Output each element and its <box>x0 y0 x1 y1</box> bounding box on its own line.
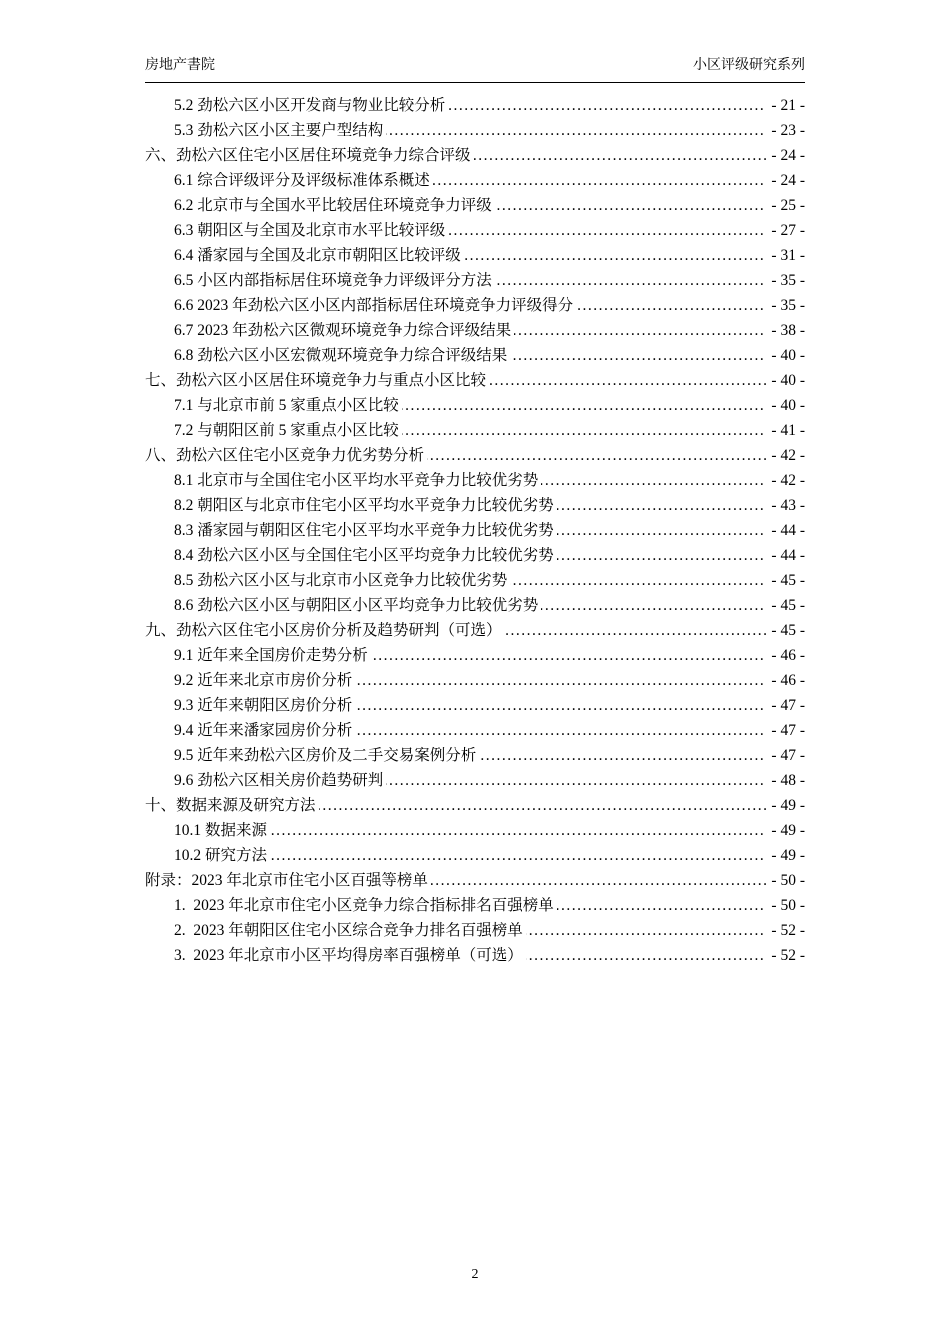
toc-entry-title: 1. 2023 年北京市住宅小区竞争力综合指标排名百强榜单 <box>174 897 557 914</box>
toc-entry-page: - 40 - <box>766 368 805 393</box>
toc-entry <box>174 168 805 193</box>
toc-entry-page: - 45 - <box>766 568 805 593</box>
toc-entry-page: - 49 - <box>766 818 805 843</box>
toc-entry <box>174 468 805 493</box>
toc-entry-page: - 46 - <box>766 668 805 693</box>
toc-entry-page: - 35 - <box>766 268 805 293</box>
toc-entry <box>174 568 805 593</box>
toc-entry <box>174 218 805 243</box>
toc-entry-title: 8.2 朝阳区与北京市住宅小区平均水平竞争力比较优劣势 <box>174 497 557 514</box>
toc-entry-page: - 42 - <box>766 443 805 468</box>
toc-entry-page: - 52 - <box>766 943 805 968</box>
toc-entry-title: 九、劲松六区住宅小区房价分析及趋势研判（可选） <box>145 622 505 639</box>
toc-entry-page: - 31 - <box>766 243 805 268</box>
toc-entry-page: - 44 - <box>766 518 805 543</box>
toc-entry-page: - 49 - <box>766 843 805 868</box>
toc-entry-page: - 41 - <box>766 418 805 443</box>
toc-entry-page: - 35 - <box>766 293 805 318</box>
toc-entry-title: 8.4 劲松六区小区与全国住宅小区平均竞争力比较优劣势 <box>174 547 557 564</box>
toc-entry-title: 6.4 潘家园与全国及北京市朝阳区比较评级 <box>174 247 464 264</box>
toc-entry-title: 6.5 小区内部指标居住环境竞争力评级评分方法 <box>174 272 495 289</box>
toc-entry <box>174 693 805 718</box>
toc-entry <box>174 93 805 118</box>
toc-entry-page: - 38 - <box>766 318 805 343</box>
toc-entry-title: 10.1 数据来源 <box>174 822 270 839</box>
toc-entry <box>174 118 805 143</box>
toc-entry-title: 6.7 2023 年劲松六区微观环境竞争力综合评级结果 <box>174 322 514 339</box>
toc-entry-page: - 40 - <box>766 393 805 418</box>
toc-entry <box>174 318 805 343</box>
toc-entry <box>174 893 805 918</box>
toc-entry-page: - 45 - <box>766 593 805 618</box>
toc-entry <box>174 743 805 768</box>
toc-entry-title: 10.2 研究方法 <box>174 847 270 864</box>
toc-entry <box>145 443 805 468</box>
toc-entry-page: - 21 - <box>766 93 805 118</box>
toc-entry-title: 八、劲松六区住宅小区竞争力优劣势分析 <box>145 447 427 464</box>
toc-entry-title: 5.2 劲松六区小区开发商与物业比较分析 <box>174 97 448 114</box>
toc-entry-title: 十、数据来源及研究方法 <box>145 797 319 814</box>
toc-entry-page: - 43 - <box>766 493 805 518</box>
toc-entry-title: 六、劲松六区住宅小区居住环境竞争力综合评级 <box>145 147 474 164</box>
toc-entry-title: 6.2 北京市与全国水平比较居住环境竞争力评级 <box>174 197 495 214</box>
toc-entry-title: 6.3 朝阳区与全国及北京市水平比较评级 <box>174 222 448 239</box>
toc-entry-page: - 50 - <box>766 893 805 918</box>
toc-entry-page: - 48 - <box>766 768 805 793</box>
toc-entry-title: 8.1 北京市与全国住宅小区平均水平竞争力比较优劣势 <box>174 472 541 489</box>
toc-entry-page: - 44 - <box>766 543 805 568</box>
toc-entry-page: - 42 - <box>766 468 805 493</box>
toc-entry-page: - 49 - <box>766 793 805 818</box>
toc-entry-title: 9.3 近年来朝阳区房价分析 <box>174 697 355 714</box>
toc-entry-title: 8.5 劲松六区小区与北京市小区竞争力比较优劣势 <box>174 572 510 589</box>
page-header <box>145 56 805 82</box>
toc-entry <box>174 293 805 318</box>
toc-entry-title: 2. 2023 年朝阳区住宅小区综合竞争力排名百强榜单 <box>174 922 526 939</box>
toc-entry-title: 7.2 与朝阳区前 5 家重点小区比较 <box>174 422 402 439</box>
header-left-text: 房地产書院 <box>145 58 215 73</box>
toc-entry-title: 8.3 潘家园与朝阳区住宅小区平均水平竞争力比较优劣势 <box>174 522 557 539</box>
toc-entry-page: - 23 - <box>766 118 805 143</box>
toc-entry <box>174 418 805 443</box>
toc-entry-page: - 24 - <box>766 168 805 193</box>
toc-entry <box>145 868 805 893</box>
toc-entry-title: 6.1 综合评级评分及评级标准体系概述 <box>174 172 433 189</box>
toc-entry <box>174 668 805 693</box>
toc-entry <box>174 393 805 418</box>
toc-entry-page: - 50 - <box>766 868 805 893</box>
toc-entry-title: 附录：2023 年北京市住宅小区百强等榜单 <box>145 872 431 889</box>
toc-entry <box>174 768 805 793</box>
toc-entry <box>145 368 805 393</box>
toc-entry <box>174 193 805 218</box>
toc-entry-page: - 52 - <box>766 918 805 943</box>
toc-entry-title: 七、劲松六区小区居住环境竞争力与重点小区比较 <box>145 372 489 389</box>
toc-entry-title: 6.6 2023 年劲松六区小区内部指标居住环境竞争力评级得分 <box>174 297 576 314</box>
toc-entry-page: - 47 - <box>766 718 805 743</box>
toc-entry-title: 3. 2023 年北京市小区平均得房率百强榜单（可选） <box>174 947 526 964</box>
toc-entry <box>174 543 805 568</box>
toc-entry <box>145 793 805 818</box>
toc-entry-title: 7.1 与北京市前 5 家重点小区比较 <box>174 397 402 414</box>
toc-entry-title: 9.5 近年来劲松六区房价及二手交易案例分析 <box>174 747 479 764</box>
page-footer <box>0 1266 950 1284</box>
toc-entry <box>174 818 805 843</box>
toc-entry <box>174 268 805 293</box>
toc-entry-page: - 47 - <box>766 693 805 718</box>
toc-entry-title: 9.2 近年来北京市房价分析 <box>174 672 355 689</box>
toc-entry <box>174 718 805 743</box>
toc-entry-title: 5.3 劲松六区小区主要户型结构 <box>174 122 386 139</box>
toc-entry <box>174 343 805 368</box>
toc-entry <box>145 618 805 643</box>
header-right-text: 小区评级研究系列 <box>693 58 805 73</box>
toc-entry-title: 9.1 近年来全国房价走势分析 <box>174 647 371 664</box>
toc-entry-title: 8.6 劲松六区小区与朝阳区小区平均竞争力比较优劣势 <box>174 597 541 614</box>
page-number: 2 <box>471 1267 479 1282</box>
toc-entry-page: - 25 - <box>766 193 805 218</box>
toc-entry <box>174 943 805 968</box>
toc-entry <box>174 643 805 668</box>
toc-entry <box>145 143 805 168</box>
toc-entry-page: - 45 - <box>766 618 805 643</box>
toc-entry <box>174 593 805 618</box>
toc-entry <box>174 243 805 268</box>
toc-entry <box>174 493 805 518</box>
toc-entry-page: - 24 - <box>766 143 805 168</box>
toc-entry-page: - 46 - <box>766 643 805 668</box>
toc-entry-page: - 40 - <box>766 343 805 368</box>
toc-entry-page: - 47 - <box>766 743 805 768</box>
toc-entry <box>174 518 805 543</box>
toc-entry-title: 9.6 劲松六区相关房价趋势研判 <box>174 772 386 789</box>
toc-entry <box>174 918 805 943</box>
toc-entry <box>174 843 805 868</box>
toc-entry-title: 6.8 劲松六区小区宏微观环境竞争力综合评级结果 <box>174 347 510 364</box>
header-divider <box>145 82 805 83</box>
toc-entry-title: 9.4 近年来潘家园房价分析 <box>174 722 355 739</box>
toc-entry-page: - 27 - <box>766 218 805 243</box>
table-of-contents <box>145 93 805 968</box>
